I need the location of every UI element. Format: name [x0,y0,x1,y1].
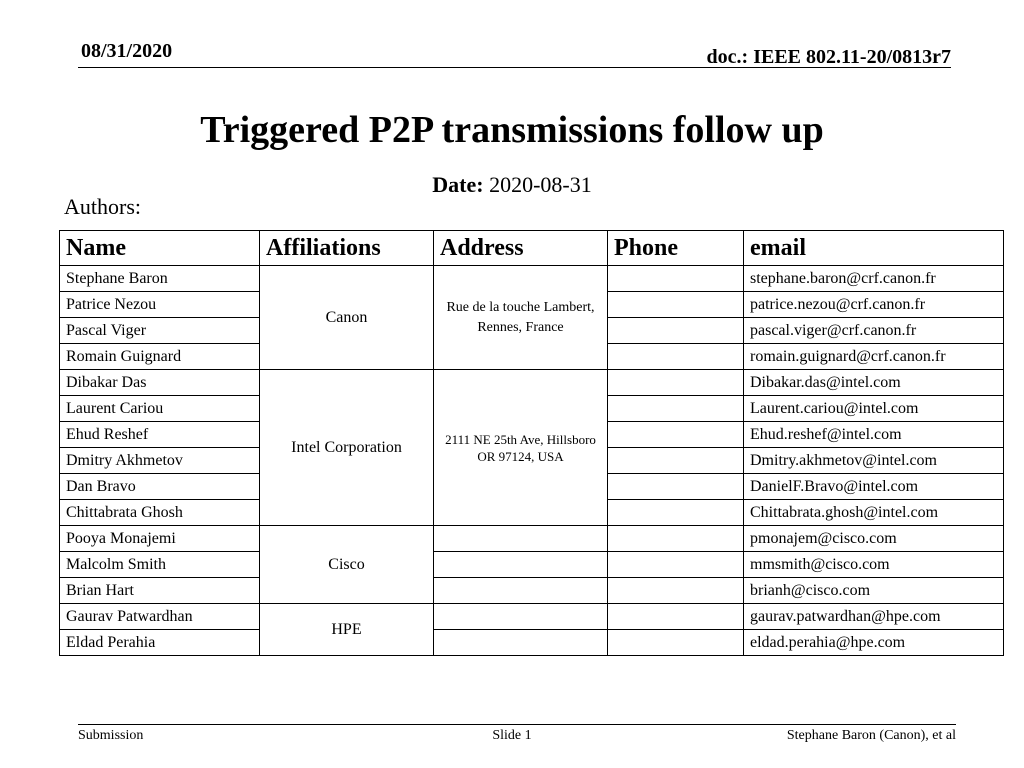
author-name: Stephane Baron [60,266,260,292]
affiliation-cell: HPE [260,604,434,656]
phone-cell [608,474,744,500]
author-email: romain.guignard@crf.canon.fr [744,344,1004,370]
authors-label: Authors: [64,194,141,219]
author-email: Dibakar.das@intel.com [744,370,1004,396]
author-name: Dmitry Akhmetov [60,448,260,474]
affiliation-cell: Intel Corporation [260,370,434,526]
author-name: Eldad Perahia [60,630,260,656]
table-row [60,526,1004,552]
table-row [60,604,1004,630]
header-affiliations: Affiliations [260,231,434,266]
author-email: Chittabrata.ghosh@intel.com [744,500,1004,526]
footer-slide-number: Slide 1 [492,728,532,743]
author-email: patrice.nezou@crf.canon.fr [744,292,1004,318]
author-email: stephane.baron@crf.canon.fr [744,266,1004,292]
phone-cell [608,396,744,422]
header-phone: Phone [608,231,744,266]
author-name: Laurent Cariou [60,396,260,422]
address-cell [434,604,608,630]
address-cell: Rue de la touche Lambert, Rennes, France [434,266,608,370]
author-email: Dmitry.akhmetov@intel.com [744,448,1004,474]
phone-cell [608,630,744,656]
author-email: Laurent.cariou@intel.com [744,396,1004,422]
table-row [60,630,1004,656]
header-divider [78,67,951,68]
author-email: pmonajem@cisco.com [744,526,1004,552]
author-email: mmsmith@cisco.com [744,552,1004,578]
phone-cell [608,292,744,318]
table-row [60,552,1004,578]
author-name: Romain Guignard [60,344,260,370]
address-cell [434,630,608,656]
address-cell [434,552,608,578]
date-label: Date: [432,172,484,197]
date-value: 2020-08-31 [489,172,592,197]
phone-cell [608,266,744,292]
address-cell [434,578,608,604]
phone-cell [608,526,744,552]
header-email: email [744,231,1004,266]
header-doc-id: doc.: IEEE 802.11-20/0813r7 [706,46,951,68]
date-line [0,172,1024,198]
author-name: Dan Bravo [60,474,260,500]
phone-cell [608,578,744,604]
address-cell: 2111 NE 25th Ave, Hillsboro OR 97124, USA [434,370,608,526]
author-email: eldad.perahia@hpe.com [744,630,1004,656]
author-name: Pooya Monajemi [60,526,260,552]
authors-table [59,230,1004,656]
page-title: Triggered P2P transmissions follow up [200,109,824,151]
phone-cell [608,500,744,526]
author-name: Chittabrata Ghosh [60,500,260,526]
author-email: DanielF.Bravo@intel.com [744,474,1004,500]
table-row [60,578,1004,604]
affiliation-cell: Cisco [260,526,434,604]
footer-submission: Submission [78,728,144,743]
author-email: gaurav.patwardhan@hpe.com [744,604,1004,630]
affiliation-cell: Canon [260,266,434,370]
phone-cell [608,344,744,370]
author-name: Ehud Reshef [60,422,260,448]
footer-divider [78,724,956,725]
author-email: Ehud.reshef@intel.com [744,422,1004,448]
author-name: Patrice Nezou [60,292,260,318]
author-name: Malcolm Smith [60,552,260,578]
phone-cell [608,448,744,474]
phone-cell [608,604,744,630]
author-email: pascal.viger@crf.canon.fr [744,318,1004,344]
header-date: 08/31/2020 [81,40,173,62]
author-name: Gaurav Patwardhan [60,604,260,630]
author-email: brianh@cisco.com [744,578,1004,604]
author-name: Dibakar Das [60,370,260,396]
phone-cell [608,422,744,448]
table-header-row [60,231,1004,266]
phone-cell [608,318,744,344]
table-row [60,266,1004,292]
header-name: Name [60,231,260,266]
header-address: Address [434,231,608,266]
phone-cell [608,552,744,578]
address-cell [434,526,608,552]
table-row [60,370,1004,396]
footer-author: Stephane Baron (Canon), et al [786,728,956,743]
phone-cell [608,370,744,396]
author-name: Pascal Viger [60,318,260,344]
author-name: Brian Hart [60,578,260,604]
